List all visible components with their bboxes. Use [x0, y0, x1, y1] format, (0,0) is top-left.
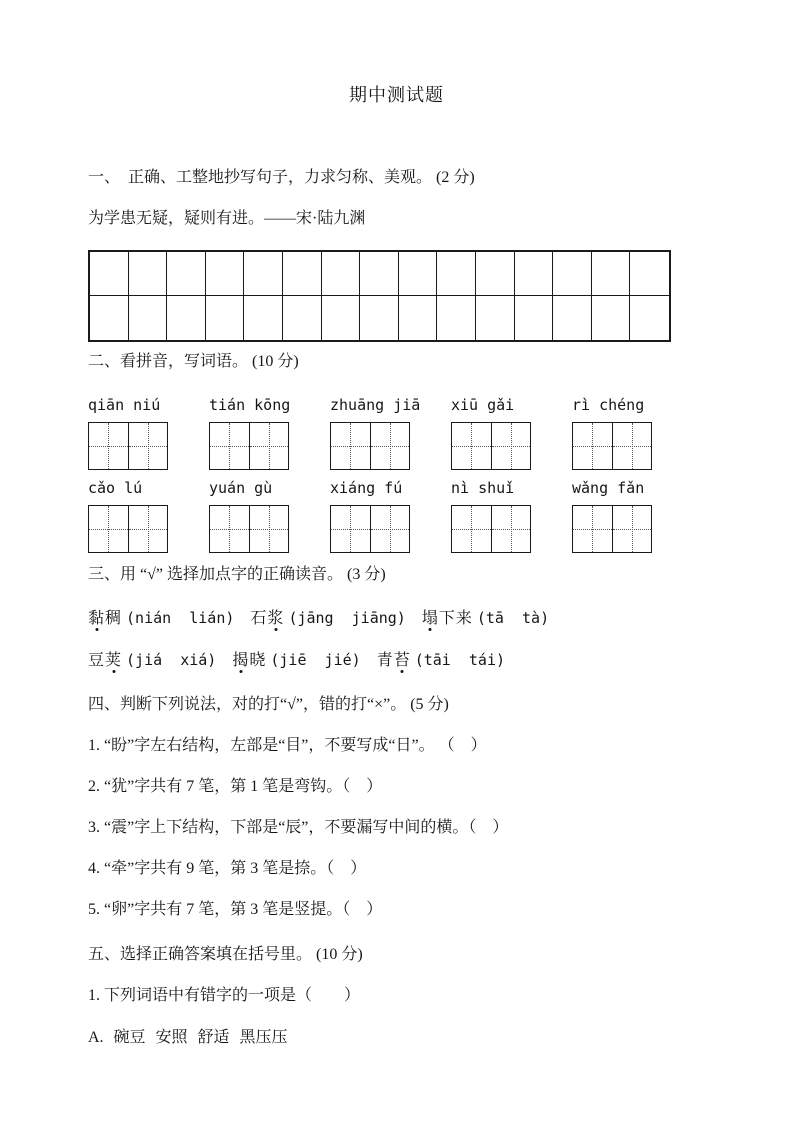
pronunciation-item	[88, 649, 216, 672]
judgment-item: 1. “盼”字左右结构，左部是“目”，不要写成“日”。 （ ）	[88, 737, 487, 754]
pinyin-label: zhuāng jiā	[330, 396, 421, 414]
copy-grid-cell[interactable]	[399, 252, 438, 296]
judgment-item: 3. “震”字上下结构，下部是“辰”，不要漏写中间的横。（ ）	[88, 819, 509, 836]
pronunciation-item	[232, 649, 360, 672]
copy-grid-cell[interactable]	[630, 296, 669, 340]
dotted-character: 塌	[421, 610, 439, 627]
pinyin-word-group	[572, 479, 650, 553]
copy-grid-cell[interactable]	[553, 252, 592, 296]
section-5-header: 五、选择正确答案填在括号里。 (10 分)	[88, 946, 363, 963]
pinyin-word-group	[209, 479, 287, 553]
copy-grid-cell[interactable]	[206, 296, 245, 340]
judgment-item: 4. “牵”字共有 9 笔，第 3 笔是捺。（ ）	[88, 860, 367, 877]
copy-writing-grid[interactable]	[88, 250, 671, 342]
copy-grid-cell[interactable]	[167, 252, 206, 296]
hanzi-word: 黏稠	[88, 610, 123, 627]
copy-grid-cell[interactable]	[90, 296, 129, 340]
pinyin-label: cǎo lú	[88, 479, 143, 497]
copy-grid-cell[interactable]	[360, 252, 399, 296]
writing-box[interactable]	[572, 422, 652, 470]
copy-grid-cell[interactable]	[244, 296, 283, 340]
copy-grid-cell[interactable]	[283, 296, 322, 340]
copy-grid-cell[interactable]	[399, 296, 438, 340]
pronunciation-item	[422, 607, 549, 630]
copy-grid-cell[interactable]	[129, 296, 168, 340]
copy-grid-cell[interactable]	[90, 252, 129, 296]
hanzi-word: 塌下来	[421, 610, 473, 627]
pinyin-options: (tāi tái)	[414, 651, 506, 669]
dotted-character: 黏	[88, 610, 106, 627]
copy-grid-cell[interactable]	[592, 252, 631, 296]
copy-grid-cell[interactable]	[476, 296, 515, 340]
pinyin-label: yuán gù	[209, 479, 273, 497]
writing-box[interactable]	[572, 505, 652, 553]
dotted-character: 揭	[232, 652, 250, 669]
pinyin-label: tián kōng	[209, 396, 291, 414]
choice-option-a: A. 碗豆 安照 舒适 黑压压	[88, 1029, 288, 1046]
section-1-header: 一、 正确、工整地抄写句子，力求匀称、美观。 (2 分)	[88, 169, 475, 186]
copy-grid-cell[interactable]	[476, 252, 515, 296]
copy-grid-cell[interactable]	[437, 252, 476, 296]
pronunciation-item	[88, 607, 234, 630]
section-3-header: 三、用 “√” 选择加点字的正确读音。 (3 分)	[88, 566, 386, 583]
page-title: 期中测试题	[349, 85, 444, 105]
hanzi-word: 豆荚	[88, 652, 123, 669]
copy-sentence: 为学患无疑，疑则有进。——宋·陆九渊	[88, 210, 366, 227]
dotted-character: 浆	[267, 610, 285, 627]
pinyin-label: xiáng fú	[330, 479, 403, 497]
writing-box[interactable]	[451, 505, 531, 553]
writing-box[interactable]	[451, 422, 531, 470]
pinyin-word-group	[451, 396, 529, 470]
writing-box[interactable]	[330, 422, 410, 470]
writing-box[interactable]	[88, 505, 168, 553]
pinyin-label: nì shuǐ	[451, 479, 515, 497]
pinyin-row-2	[88, 479, 675, 553]
copy-grid-cell[interactable]	[283, 252, 322, 296]
choice-question: 1. 下列词语中有错字的一项是（ ）	[88, 987, 361, 1004]
pinyin-row-1	[88, 396, 675, 470]
pinyin-word-group	[451, 479, 529, 553]
copy-grid-cell[interactable]	[129, 252, 168, 296]
pinyin-options: (jiá xiá)	[126, 651, 217, 669]
pinyin-label: xiū gǎi	[451, 396, 515, 414]
pinyin-word-group	[209, 396, 291, 470]
section-2-header: 二、看拼音，写词语。 (10 分)	[88, 353, 299, 370]
copy-grid-cell[interactable]	[553, 296, 592, 340]
pinyin-word-group	[88, 396, 166, 470]
copy-grid-cell[interactable]	[515, 296, 554, 340]
hanzi-word: 揭晓	[232, 652, 267, 669]
pinyin-word-group	[330, 479, 408, 553]
copy-grid-cell[interactable]	[515, 252, 554, 296]
copy-grid-cell[interactable]	[322, 296, 361, 340]
hanzi-word: 石浆	[250, 610, 285, 627]
copy-grid-cell[interactable]	[322, 252, 361, 296]
pinyin-options: (tā tà)	[476, 609, 550, 627]
dotted-character: 荚	[105, 652, 123, 669]
copy-grid-cell[interactable]	[360, 296, 399, 340]
copy-grid-cell[interactable]	[437, 296, 476, 340]
copy-grid-cell[interactable]	[592, 296, 631, 340]
pinyin-word-group	[572, 396, 650, 470]
pinyin-label: wǎng fǎn	[572, 479, 645, 497]
pinyin-options: (jāng jiāng)	[288, 609, 406, 627]
writing-box[interactable]	[330, 505, 410, 553]
copy-grid-cell[interactable]	[630, 252, 669, 296]
pronunciation-row-1	[88, 607, 675, 630]
copy-grid-cell[interactable]	[206, 252, 245, 296]
judgment-item: 2. “犹”字共有 7 笔，第 1 笔是弯钩。（ ）	[88, 778, 383, 795]
pinyin-options: (jiē jié)	[270, 651, 361, 669]
writing-box[interactable]	[209, 422, 289, 470]
pinyin-word-group	[88, 479, 166, 553]
pronunciation-item	[377, 649, 505, 672]
copy-grid-cell[interactable]	[244, 252, 283, 296]
writing-box[interactable]	[209, 505, 289, 553]
hanzi-word: 青苔	[376, 652, 411, 669]
pronunciation-row-2	[88, 649, 675, 672]
pinyin-label: qiān niú	[88, 396, 161, 414]
pinyin-word-group	[330, 396, 421, 470]
judgment-item: 5. “卵”字共有 7 笔，第 3 笔是竖提。（ ）	[88, 901, 383, 918]
writing-box[interactable]	[88, 422, 168, 470]
pronunciation-item	[250, 607, 405, 630]
pinyin-options: (nián lián)	[126, 609, 235, 627]
copy-grid-cell[interactable]	[167, 296, 206, 340]
pinyin-label: rì chéng	[572, 396, 645, 414]
section-4-header: 四、判断下列说法，对的打“√”，错的打“×”。 (5 分)	[88, 696, 449, 713]
dotted-character: 苔	[393, 652, 411, 669]
